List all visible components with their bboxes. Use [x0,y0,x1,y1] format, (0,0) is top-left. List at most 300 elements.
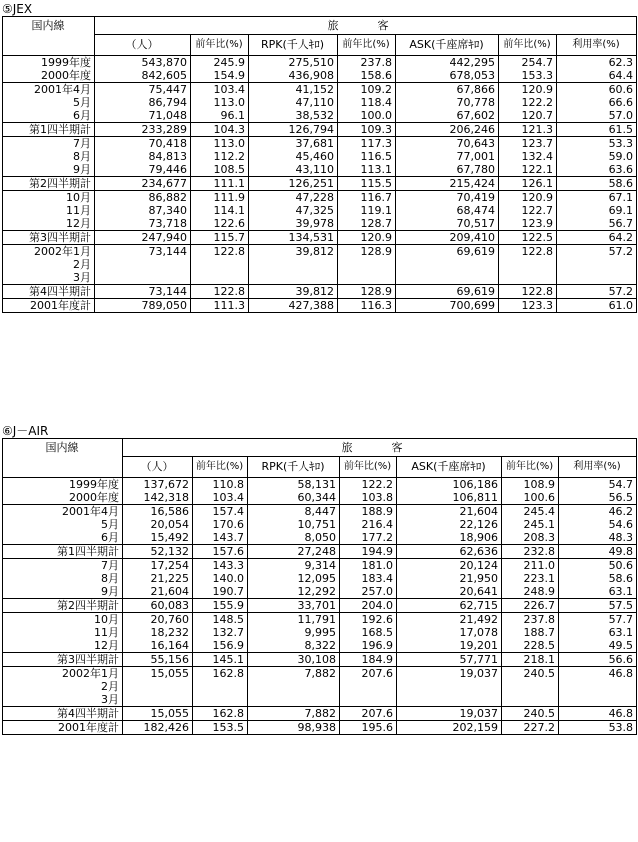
table-row [3,559,637,573]
table-row [3,285,637,299]
data-cell [502,693,559,707]
data-cell: 67.1 [557,191,637,205]
data-cell: 143.7 [193,531,248,545]
data-cell: 75,447 [95,83,191,97]
data-cell: 113.1 [338,163,396,177]
data-cell: 128.9 [338,245,396,259]
data-cell: 98,938 [248,721,340,735]
data-cell: 228.5 [502,639,559,653]
data-cell [397,680,502,693]
jex-table [2,16,637,313]
data-cell: 86,794 [95,96,191,109]
data-cell: 115.7 [191,231,249,245]
data-cell: 162.8 [193,667,248,681]
data-cell: 113.0 [191,96,249,109]
row-label: 2001年度計 [3,721,123,735]
data-cell: 53.3 [557,137,637,151]
data-cell [340,693,397,707]
data-cell: 116.5 [338,150,396,163]
table-row [3,667,637,681]
row-label: 第2四半期計 [3,177,95,191]
data-cell: 245.1 [502,518,559,531]
data-cell: 21,604 [397,505,502,519]
data-cell: 209,410 [396,231,499,245]
data-cell: 18,232 [123,626,193,639]
row-label: 第4四半期計 [3,285,95,299]
data-cell: 842,605 [95,69,191,83]
data-cell [559,680,637,693]
data-cell [249,258,338,271]
data-cell: 202,159 [397,721,502,735]
data-cell: 232.8 [502,545,559,559]
data-cell: 12,292 [248,585,340,599]
data-cell: 121.3 [499,123,557,137]
data-cell: 58.6 [559,572,637,585]
data-cell: 58,131 [248,478,340,492]
table-row [3,271,637,285]
data-cell: 207.6 [340,667,397,681]
table-row [3,491,637,505]
data-cell: 208.3 [502,531,559,545]
table-row [3,56,637,70]
row-label: 2002年1月 [3,245,95,259]
data-cell: 58.6 [557,177,637,191]
data-cell: 19,201 [397,639,502,653]
data-cell [499,258,557,271]
data-cell: 49.5 [559,639,637,653]
data-cell: 62.3 [557,56,637,70]
row-label: 第2四半期計 [3,599,123,613]
data-cell: 21,492 [397,613,502,627]
section-title: ⑤JEX [2,2,33,16]
data-cell: 700,699 [396,299,499,313]
data-cell: 153.5 [193,721,248,735]
data-cell: 106,186 [397,478,502,492]
data-cell: 41,152 [249,83,338,97]
data-cell: 207.6 [340,707,397,721]
data-cell: 19,037 [397,707,502,721]
data-cell: 196.9 [340,639,397,653]
table-row [3,191,637,205]
data-cell: 61.5 [557,123,637,137]
data-cell: 192.6 [340,613,397,627]
row-label: 第3四半期計 [3,653,123,667]
data-cell: 155.9 [193,599,248,613]
column-header: RPK(千人ｷﾛ) [248,457,340,478]
row-label: 8月 [3,572,123,585]
data-cell: 216.4 [340,518,397,531]
table-row [3,109,637,123]
data-cell: 7,882 [248,667,340,681]
data-cell [95,271,191,285]
data-cell: 55,156 [123,653,193,667]
data-cell: 77,001 [396,150,499,163]
table-row [3,545,637,559]
data-cell: 182,426 [123,721,193,735]
data-cell: 245.4 [502,505,559,519]
column-header: 前年比(%) [502,457,559,478]
data-cell: 39,812 [249,245,338,259]
row-label: 5月 [3,96,95,109]
row-label: 6月 [3,531,123,545]
row-label: 8月 [3,150,95,163]
data-cell: 237.8 [338,56,396,70]
data-cell: 145.1 [193,653,248,667]
data-cell: 158.6 [338,69,396,83]
data-cell: 128.9 [338,285,396,299]
data-cell: 104.3 [191,123,249,137]
data-cell: 8,050 [248,531,340,545]
data-cell: 122.8 [191,245,249,259]
data-cell: 254.7 [499,56,557,70]
row-label: 第1四半期計 [3,123,95,137]
data-cell: 47,228 [249,191,338,205]
data-cell: 110.8 [193,478,248,492]
data-cell: 115.5 [338,177,396,191]
data-cell: 789,050 [95,299,191,313]
row-label: 2月 [3,258,95,271]
data-cell [123,693,193,707]
row-label: 第1四半期計 [3,545,123,559]
row-label: 5月 [3,518,123,531]
data-cell: 119.1 [338,204,396,217]
data-cell: 63.6 [557,163,637,177]
data-cell: 18,906 [397,531,502,545]
data-cell: 181.0 [340,559,397,573]
data-cell: 57.0 [557,109,637,123]
data-cell: 168.5 [340,626,397,639]
data-cell: 50.6 [559,559,637,573]
data-cell: 122.1 [499,163,557,177]
section-title: ⑥J－AIR [2,424,49,438]
data-cell: 123.7 [499,137,557,151]
data-cell [559,693,637,707]
row-label: 12月 [3,639,123,653]
data-cell: 69,619 [396,285,499,299]
data-cell: 21,950 [397,572,502,585]
data-cell: 117.3 [338,137,396,151]
data-cell [95,258,191,271]
data-cell: 16,586 [123,505,193,519]
data-cell: 62,715 [397,599,502,613]
table-row [3,177,637,191]
data-cell: 109.3 [338,123,396,137]
data-cell: 87,340 [95,204,191,217]
data-cell [338,271,396,285]
data-cell [502,680,559,693]
data-cell: 128.7 [338,217,396,231]
data-cell: 67,780 [396,163,499,177]
data-cell: 8,447 [248,505,340,519]
row-label: 2001年4月 [3,505,123,519]
data-cell: 140.0 [193,572,248,585]
data-cell: 123.9 [499,217,557,231]
column-header: 前年比(%) [338,35,396,56]
data-cell: 111.3 [191,299,249,313]
row-label: 2000年度 [3,491,123,505]
data-cell: 54.6 [559,518,637,531]
jex-section [2,2,636,313]
data-cell: 248.9 [502,585,559,599]
table-row [3,693,637,707]
data-cell: 38,532 [249,109,338,123]
data-cell: 215,424 [396,177,499,191]
data-cell: 52,132 [123,545,193,559]
row-label: 1999年度 [3,56,95,70]
row-label: 7月 [3,137,95,151]
data-cell: 45,460 [249,150,338,163]
row-label: 9月 [3,163,95,177]
data-cell: 17,078 [397,626,502,639]
data-cell [191,271,249,285]
table-row [3,258,637,271]
data-cell: 245.9 [191,56,249,70]
data-cell: 70,643 [396,137,499,151]
data-cell: 22,126 [397,518,502,531]
data-cell: 108.5 [191,163,249,177]
data-cell: 63.1 [559,626,637,639]
data-cell: 73,718 [95,217,191,231]
data-cell: 188.9 [340,505,397,519]
data-cell: 60,344 [248,491,340,505]
data-cell: 184.9 [340,653,397,667]
passenger-group-header: 旅 客 [123,439,637,457]
data-cell: 211.0 [502,559,559,573]
column-header: ASK(千座席ｷﾛ) [397,457,502,478]
data-cell: 103.8 [340,491,397,505]
data-cell [191,258,249,271]
column-header: 前年比(%) [499,35,557,56]
data-cell: 678,053 [396,69,499,83]
data-cell: 170.6 [193,518,248,531]
table-row [3,585,637,599]
data-cell: 16,164 [123,639,193,653]
data-cell: 59.0 [557,150,637,163]
data-cell: 20,641 [397,585,502,599]
data-cell: 56.6 [559,653,637,667]
data-cell [248,680,340,693]
data-cell: 116.7 [338,191,396,205]
data-cell: 15,492 [123,531,193,545]
data-cell: 103.4 [193,491,248,505]
data-cell: 39,978 [249,217,338,231]
data-cell [557,258,637,271]
data-cell [123,680,193,693]
data-cell: 67,602 [396,109,499,123]
data-cell: 122.5 [499,231,557,245]
data-cell: 60.6 [557,83,637,97]
data-cell: 132.7 [193,626,248,639]
data-cell: 148.5 [193,613,248,627]
column-header: （人） [123,457,193,478]
data-cell: 109.2 [338,83,396,97]
data-cell: 57,771 [397,653,502,667]
table-row [3,478,637,492]
data-cell: 442,295 [396,56,499,70]
column-header: ASK(千座席ｷﾛ) [396,35,499,56]
data-cell: 162.8 [193,707,248,721]
row-label: 3月 [3,693,123,707]
passenger-group-header: 旅 客 [95,17,637,35]
table-row [3,531,637,545]
data-cell: 47,325 [249,204,338,217]
data-cell: 20,054 [123,518,193,531]
data-cell: 126,251 [249,177,338,191]
data-cell: 20,760 [123,613,193,627]
table-row [3,299,637,313]
table-row [3,150,637,163]
row-label: 2001年4月 [3,83,95,97]
table-row [3,204,637,217]
column-header: RPK(千人ｷﾛ) [249,35,338,56]
table-row [3,653,637,667]
data-cell: 122.2 [499,96,557,109]
data-cell: 114.1 [191,204,249,217]
data-cell: 17,254 [123,559,193,573]
table-row [3,137,637,151]
data-cell: 19,037 [397,667,502,681]
data-cell: 68,474 [396,204,499,217]
data-cell: 106,811 [397,491,502,505]
row-label: 3月 [3,271,95,285]
data-cell: 46.2 [559,505,637,519]
row-label: 10月 [3,191,95,205]
row-label: 2002年1月 [3,667,123,681]
data-cell: 100.6 [502,491,559,505]
data-cell: 237.8 [502,613,559,627]
column-header: （人） [95,35,191,56]
data-cell: 122.8 [499,245,557,259]
data-cell: 126,794 [249,123,338,137]
data-cell: 79,446 [95,163,191,177]
row-label: 11月 [3,626,123,639]
row-label: 7月 [3,559,123,573]
data-cell: 73,144 [95,285,191,299]
data-cell: 7,882 [248,707,340,721]
data-cell [397,693,502,707]
data-cell [193,693,248,707]
table-row [3,613,637,627]
data-cell: 9,995 [248,626,340,639]
data-cell: 157.4 [193,505,248,519]
data-cell: 154.9 [191,69,249,83]
data-cell: 70,778 [396,96,499,109]
data-cell: 8,322 [248,639,340,653]
data-cell: 111.9 [191,191,249,205]
data-cell: 57.5 [559,599,637,613]
data-cell: 30,108 [248,653,340,667]
data-cell: 118.4 [338,96,396,109]
data-cell: 15,055 [123,667,193,681]
data-cell: 21,225 [123,572,193,585]
data-cell: 108.9 [502,478,559,492]
data-cell: 103.4 [191,83,249,97]
data-cell: 53.8 [559,721,637,735]
row-label: 第3四半期計 [3,231,95,245]
data-cell: 46.8 [559,707,637,721]
data-cell: 27,248 [248,545,340,559]
data-cell: 46.8 [559,667,637,681]
row-label: 第4四半期計 [3,707,123,721]
row-label: 6月 [3,109,95,123]
row-label: 10月 [3,613,123,627]
table-row [3,639,637,653]
data-cell: 84,813 [95,150,191,163]
data-cell: 543,870 [95,56,191,70]
data-cell: 126.1 [499,177,557,191]
data-cell: 49.8 [559,545,637,559]
data-cell: 64.2 [557,231,637,245]
data-cell: 122.6 [191,217,249,231]
data-cell: 234,677 [95,177,191,191]
data-cell: 190.7 [193,585,248,599]
data-cell [338,258,396,271]
row-label: 9月 [3,585,123,599]
table-row [3,163,637,177]
row-label: 12月 [3,217,95,231]
column-header: 利用率(%) [559,457,637,478]
data-cell: 122.7 [499,204,557,217]
data-cell: 226.7 [502,599,559,613]
table-row [3,599,637,613]
data-cell: 39,812 [249,285,338,299]
table-row [3,217,637,231]
table-row [3,680,637,693]
column-header: 利用率(%) [557,35,637,56]
data-cell: 120.9 [499,83,557,97]
data-cell: 122.2 [340,478,397,492]
table-row [3,626,637,639]
data-cell: 120.7 [499,109,557,123]
data-cell: 100.0 [338,109,396,123]
data-cell: 240.5 [502,707,559,721]
data-cell [499,271,557,285]
data-cell: 37,681 [249,137,338,151]
table-row [3,123,637,137]
data-cell: 177.2 [340,531,397,545]
data-cell [248,693,340,707]
table-row [3,707,637,721]
row-label: 2001年度計 [3,299,95,313]
data-cell: 12,095 [248,572,340,585]
jair-table [2,438,637,735]
data-cell: 153.3 [499,69,557,83]
data-cell: 247,940 [95,231,191,245]
data-cell: 206,246 [396,123,499,137]
data-cell: 436,908 [249,69,338,83]
data-cell: 113.0 [191,137,249,151]
table-row [3,505,637,519]
data-cell [396,258,499,271]
column-header: 前年比(%) [193,457,248,478]
table-row [3,96,637,109]
data-cell: 240.5 [502,667,559,681]
data-cell: 33,701 [248,599,340,613]
data-cell: 143.3 [193,559,248,573]
data-cell: 47,110 [249,96,338,109]
corner-header: 国内線 [3,17,95,56]
data-cell: 10,751 [248,518,340,531]
data-cell: 183.4 [340,572,397,585]
data-cell: 132.4 [499,150,557,163]
row-label: 11月 [3,204,95,217]
data-cell: 61.0 [557,299,637,313]
data-cell: 70,517 [396,217,499,231]
table-row [3,518,637,531]
data-cell: 218.1 [502,653,559,667]
data-cell: 227.2 [502,721,559,735]
data-cell [193,680,248,693]
